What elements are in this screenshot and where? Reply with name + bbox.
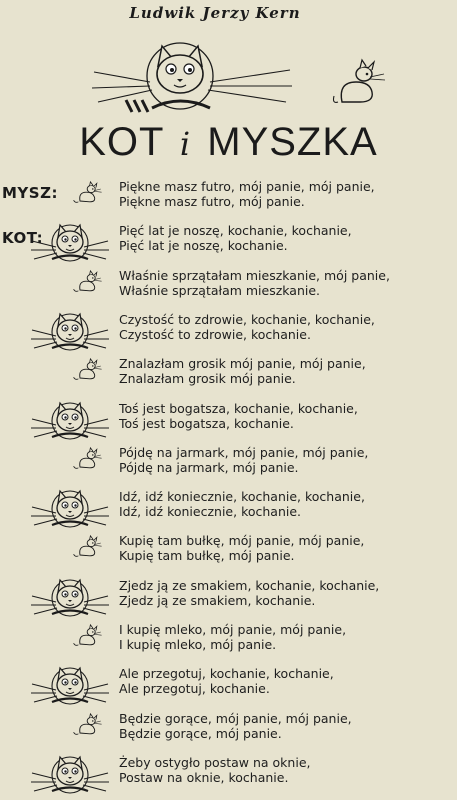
verse-line: Ale przegotuj, kochanie, kochanie, xyxy=(119,666,334,681)
header-mouse-icon xyxy=(330,58,386,113)
stanza xyxy=(119,622,449,652)
stanza xyxy=(119,401,449,431)
verse-line: Idź, idź koniecznie, kochanie, kochanie, xyxy=(119,489,365,504)
verse-line: Znalazłam grosik mój panie. xyxy=(119,371,296,386)
verse-line: Zjedz ją ze smakiem, kochanie. xyxy=(119,593,316,608)
verse-line: Idź, idź koniecznie, kochanie. xyxy=(119,504,302,519)
stanza xyxy=(119,268,449,298)
mouse-icon xyxy=(72,180,104,206)
header-cat-icon xyxy=(92,36,292,121)
poem-title xyxy=(0,118,457,168)
cat-face-icon xyxy=(30,308,110,352)
title-word-i: i xyxy=(179,125,192,163)
mouse-icon xyxy=(72,712,104,738)
verse-line: Toś jest bogatsza, kochanie, kochanie, xyxy=(119,401,358,416)
verse-line: Pójdę na jarmark, mój panie, mój panie, xyxy=(119,445,369,460)
speaker-label-mouse: MYSZ: xyxy=(2,184,58,202)
cat-face-icon xyxy=(30,662,110,706)
mouse-icon xyxy=(72,269,104,295)
stanza xyxy=(119,755,449,785)
verse-line: Pięć lat je noszę, kochanie. xyxy=(119,238,288,253)
stanza xyxy=(119,666,449,696)
verse-line: Pójdę na jarmark, mój panie. xyxy=(119,460,299,475)
cat-face-icon xyxy=(30,219,110,263)
stanza xyxy=(119,179,449,209)
verse-line: I kupię mleko, mój panie. xyxy=(119,637,277,652)
verse-line: Pięć lat je noszę, kochanie, kochanie, xyxy=(119,223,352,238)
stanza xyxy=(119,711,449,741)
verse-line: Właśnie sprzątałam mieszkanie, mój panie, xyxy=(119,268,390,283)
stanza xyxy=(119,578,449,608)
verse-line: Właśnie sprzątałam mieszkanie. xyxy=(119,283,321,298)
title-word-myszka: MYSZKA xyxy=(207,120,378,164)
stanza xyxy=(119,356,449,386)
cat-face-icon xyxy=(30,485,110,529)
verse-line: Piękne masz futro, mój panie, mój panie, xyxy=(119,179,375,194)
speaker-label-cat: KOT: xyxy=(2,229,44,247)
stanza xyxy=(119,489,449,519)
verse-line: Będzie gorące, mój panie. xyxy=(119,726,282,741)
verse-line: Znalazłam grosik mój panie, mój panie, xyxy=(119,356,366,371)
verse-line: I kupię mleko, mój panie, mój panie, xyxy=(119,622,347,637)
cat-face-icon xyxy=(30,751,110,795)
verse-line: Żeby ostygło postaw na oknie, xyxy=(119,755,311,770)
verse-line: Kupię tam bułkę, mój panie, mój panie, xyxy=(119,533,365,548)
stanza xyxy=(119,223,449,253)
verse-line: Czystość to zdrowie, kochanie. xyxy=(119,327,311,342)
cat-face-icon xyxy=(30,574,110,618)
stanza xyxy=(119,445,449,475)
title-word-kot: KOT xyxy=(79,120,164,164)
verse-line: Zjedz ją ze smakiem, kochanie, kochanie, xyxy=(119,578,380,593)
cat-face-icon xyxy=(30,397,110,441)
mouse-icon xyxy=(72,357,104,383)
verse-line: Ale przegotuj, kochanie. xyxy=(119,681,270,696)
mouse-icon xyxy=(72,623,104,649)
verse-line: Toś jest bogatsza, kochanie. xyxy=(119,416,294,431)
verse-line: Postaw na oknie, kochanie. xyxy=(119,770,289,785)
stanza xyxy=(119,533,449,563)
author-name: Ludwik Jerzy Kern xyxy=(129,4,301,22)
verse-line: Kupię tam bułkę, mój panie. xyxy=(119,548,295,563)
mouse-icon xyxy=(72,446,104,472)
verse-line: Czystość to zdrowie, kochanie, kochanie, xyxy=(119,312,375,327)
verse-line: Piękne masz futro, mój panie. xyxy=(119,194,305,209)
stanza xyxy=(119,312,449,342)
mouse-icon xyxy=(72,534,104,560)
verse-line: Będzie gorące, mój panie, mój panie, xyxy=(119,711,352,726)
